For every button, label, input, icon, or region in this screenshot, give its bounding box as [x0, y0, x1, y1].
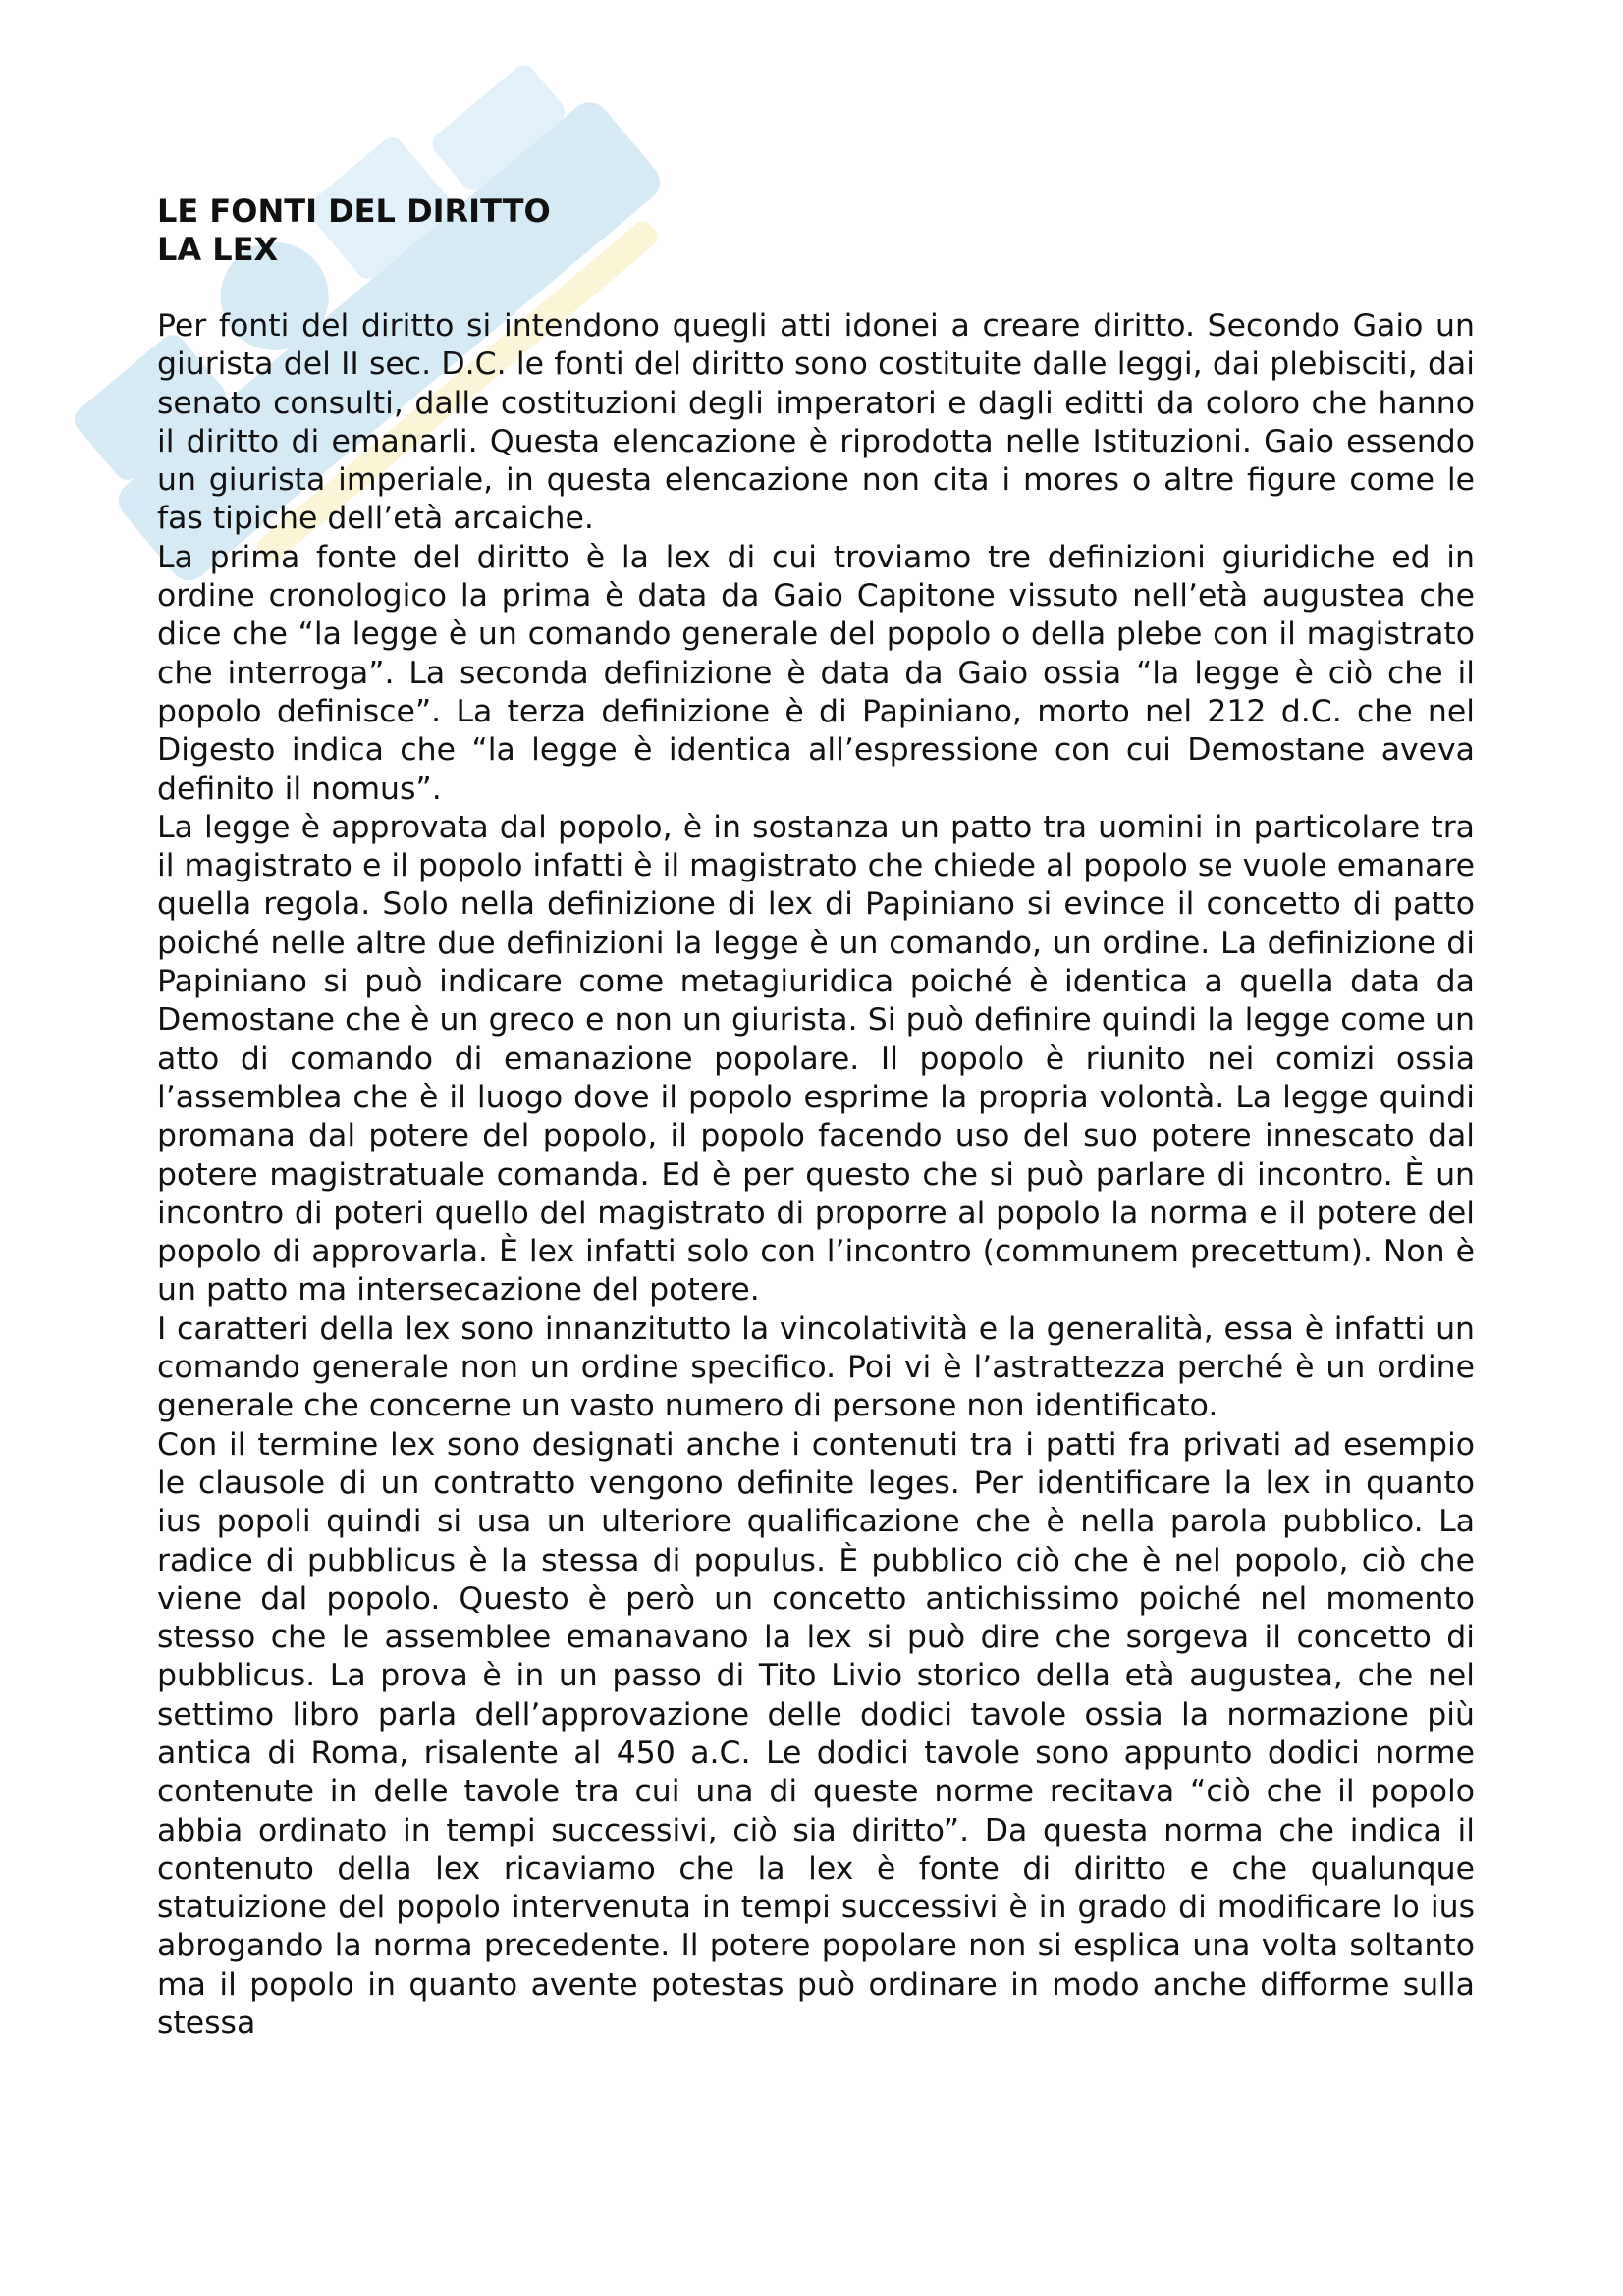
document-subtitle: LA LEX [157, 231, 279, 268]
paragraph-definitions: La prima fonte del diritto è la lex di cui troviamo tre definizioni giuridiche ed in ordine cronologico la prima è data da Gaio Capitone vissuto nell’età augustea che dice che “la legge è un comando generale del popolo o della plebe con il magistrato che interroga”. La seconda definizione è data da Gaio ossia “la legge è ciò che il popolo definisce”. La terza definizione è di Papiniano, morto nel 212 d.C. che nel Digesto indica che “la legge è identica all’espressione con cui Demostane aveva definito il nomus”. [157, 539, 1475, 807]
document-title: LE FONTI DEL DIRITTO [157, 192, 551, 230]
paragraph-caratteri: I caratteri della lex sono innanzitutto la vincolatività e la generalità, essa è infatti un comando generale non un ordine specifico. Poi vi è l’astrattezza perché è un ordine generale che concerne un vasto numero di persone non identificato. [157, 1310, 1475, 1424]
paragraph-lex-pubblico: Con il termine lex sono designati anche i contenuti tra i patti fra privati ad esempio le clausole di un contratto vengono definite leges. Per identificare la lex in quanto ius popoli quindi si usa un ulteriore qualificazione che è nella parola pubblico. La radice di pubblicus è la stessa di populus. È pubblico ciò che è nel popolo, ciò che viene dal popolo. Questo è però un concetto antichissimo poiché nel momento stesso che le assemblee emanavano la lex si può dire che sorgeva il concetto di pubblicus. La prova è in un passo di Tito Livio storico della età augustea, che nel settimo libro parla dell’approvazione delle dodici tavole ossia la normazione più antica di Roma, risalente al 450 a.C. Le dodici tavole sono appunto dodici norme contenute in delle tavole tra cui una di queste norme recitava “ciò che il popolo abbia ordinato in tempi successivi, ciò sia diritto”. Da questa norma che indica il contenuto della lex ricaviamo che la lex è fonte di diritto e che qualunque statuizione del popolo intervenuta in tempi successivi è in grado di modificare lo ius abrogando la norma precedente. Il potere popolare non si esplica una volta soltanto ma il popolo in quanto avente potestas può ordinare in modo anche difforme sulla stessa [157, 1426, 1475, 2042]
paragraph-intro: Per fonti del diritto si intendono quegli atti idonei a creare diritto. Secondo Gaio un giurista del II sec. D.C. le fonti del diritto sono costituite dalle leggi, dai plebisciti, dai senato consulti, dalle costituzioni degli imperatori e dagli editti da coloro che hanno il diritto di emanarli. Questa elencazione è riprodotta nelle Istituzioni. Gaio essendo un giurista imperiale, in questa elencazione non cita i mores o altre figure come le fas tipiche dell’età arcaiche. [157, 308, 1475, 537]
document-body [157, 192, 1475, 2043]
spacer [157, 269, 1475, 307]
paragraph-legge-approvata: La legge è approvata dal popolo, è in sostanza un patto tra uomini in particolare tra il magistrato e il popolo infatti è il magistrato che chiede al popolo se vuole emanare quella regola. Solo nella definizione di lex di Papiniano si evince il concetto di patto poiché nelle altre due definizioni la legge è un comando, un ordine. La definizione di Papiniano si può indicare come metagiuridica poiché è identica a quella data da Demostane che è un greco e non un giurista. Si può definire quindi la legge come un atto di comando di emanazione popolare. Il popolo è riunito nei comizi ossia l’assemblea che è il luogo dove il popolo esprime la propria volontà. La legge quindi promana dal potere del popolo, il popolo facendo uso del suo potere innescato dal potere magistratuale comanda. Ed è per questo che si può parlare di incontro. È un incontro di poteri quello del magistrato di proporre al popolo la norma e il potere del popolo di approvarla. È lex infatti solo con l’incontro (communem precettum). Non è un patto ma intersecazione del potere. [157, 809, 1475, 1308]
